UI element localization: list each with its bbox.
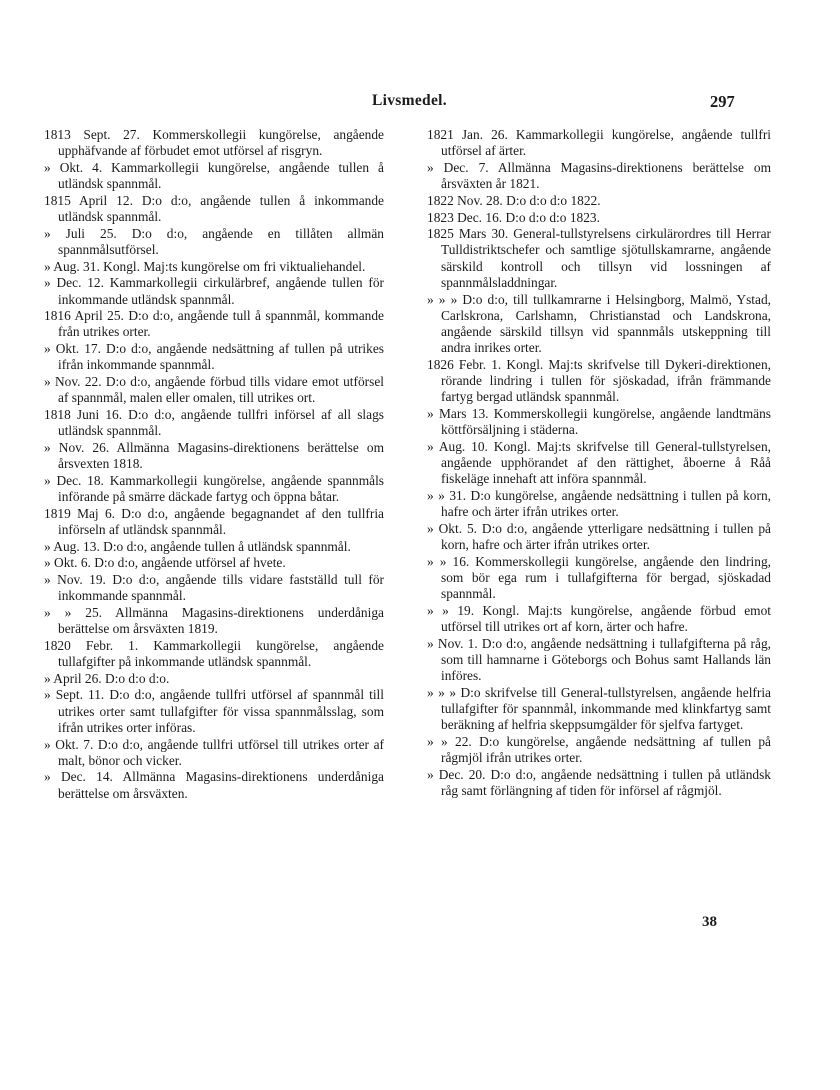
list-item: 1816 April 25. D:o d:o, angående tull å spannmål, kommande från utrikes orter.	[44, 308, 384, 340]
list-item: 1819 Maj 6. D:o d:o, angående begagnandet af den tullfria införseln af utländsk spannmål.	[44, 505, 384, 537]
list-item: » Juli 25. D:o d:o, angående en tillåten allmän spannmålsutförsel.	[44, 225, 384, 257]
list-item: 1826 Febr. 1. Kongl. Maj:ts skrifvelse till Dykeri-direktionen, rörande lindring i tullen för sjöskadad, ifrån främmande fartyg bergad utländsk spannmål.	[427, 356, 771, 405]
list-item: 1815 April 12. D:o d:o, angående tullen å inkommande utländsk spannmål.	[44, 192, 384, 225]
list-item: » Nov. 1. D:o d:o, angående nedsättning i tullafgifterna på råg, som till hamnarne i Göteborgs och Bohus samt Hallands län införes.	[427, 635, 771, 684]
list-item: 1818 Juni 16. D:o d:o, angående tullfri införsel af all slags utländsk spannmål.	[44, 406, 384, 439]
page-number: 297	[710, 92, 735, 111]
list-item: 1821 Jan. 26. Kammarkollegii kungörelse, angående tullfri utförsel af ärter.	[427, 127, 771, 159]
list-item: 1822 Nov. 28. D:o d:o d:o 1822.	[427, 192, 601, 208]
list-item: » Dec. 12. Kammarkollegii cirkulärbref, angående tullen för inkommande utländsk spannmål.	[44, 275, 384, 307]
left-column	[44, 127, 384, 802]
list-item: » Nov. 19. D:o d:o, angående tills vidare fastställd tull för inkommande spannmål.	[44, 571, 384, 604]
list-item: » » 16. Kommerskollegii kungörelse, angående den lindring, som bör ega rum i tullafgifterna för bergad, sjöskadad spannmål.	[427, 553, 771, 602]
list-item: » Nov. 22. D:o d:o, angående förbud tills vidare emot utförsel af spannmål, malen eller omalen, till utrikes ort.	[44, 374, 384, 406]
list-item: » Nov. 26. Allmänna Magasins-direktionens berättelse om årsvexten 1818.	[44, 439, 384, 472]
list-item: » » » D:o skrifvelse till General-tullstyrelsen, angående helfria tullafgifter för spannmål, inkommande med klinkfartyg samt beräkning af helfria skeppsumgälder för sjelfva fartyget.	[427, 684, 771, 733]
list-item: » Aug. 13. D:o d:o, angående tullen å utländsk spannmål.	[44, 538, 351, 554]
page-header	[0, 92, 840, 116]
running-title: Livsmedel.	[372, 92, 447, 109]
list-item: » » 19. Kongl. Maj:ts kungörelse, angående förbud emot utförsel till utrikes ort af korn, ärter och hafre.	[427, 602, 771, 635]
list-item: » Okt. 17. D:o d:o, angående nedsättning af tullen på utrikes ifrån inkommande spannmål.	[44, 341, 384, 373]
list-item: » Aug. 10. Kongl. Maj:ts skrifvelse till General-tullstyrelsen, angående upphörandet af den rättighet, åboerne å Råå fiskeläge innehaft att införa spannmål.	[427, 438, 771, 487]
list-item: » » 22. D:o kungörelse, angående nedsättning af tullen på rågmjöl ifrån utrikes orter.	[427, 734, 771, 766]
list-item: » Dec. 18. Kammarkollegii kungörelse, angående spannmåls införande på smärre däckade fartyg och öppna båtar.	[44, 472, 384, 504]
list-item: » » 31. D:o kungörelse, angående nedsättning i tullen på korn, hafre och ärter ifrån utrikes orter.	[427, 487, 771, 520]
list-item: » Sept. 11. D:o d:o, angående tullfri utförsel af spannmål till utrikes orter samt tullafgifter för vissa spannmålsslag, som ifrån utrikes orter införas.	[44, 687, 384, 735]
list-item: 1825 Mars 30. General-tullstyrelsens cirkulärordres till Herrar Tulldistriktschefer och samtlige sjötullskamrarne, angående särskild kontroll och tillsyn vid lossningen af spannmålsladdningar.	[427, 226, 771, 290]
list-item: » » » D:o d:o, till tullkamrarne i Helsingborg, Malmö, Ystad, Carlskrona, Carlshamn, Christianstad och Landskrona, angående särskild tillsyn vid spannmåls utskeppning till andra inrikes orter.	[427, 291, 771, 356]
list-item: » Okt. 5. D:o d:o, angående ytterligare nedsättning i tullen på korn, hafre och ärter ifrån utrikes orter.	[427, 520, 771, 553]
list-item: » Okt. 4. Kammarkollegii kungörelse, angående tullen å utländsk spannmål.	[44, 159, 384, 192]
list-item: » Dec. 20. D:o d:o, angående nedsättning i tullen på utländsk råg samt förlängning af tiden för införsel af rågmjöl.	[427, 766, 771, 799]
list-item: » Aug. 31. Kongl. Maj:ts kungörelse om fri viktualiehandel.	[44, 258, 366, 274]
list-item: » » 25. Allmänna Magasins-direktionens underdåniga berättelse om årsväxten 1819.	[44, 604, 384, 637]
list-item: » April 26. D:o d:o d:o.	[44, 670, 170, 686]
list-item: » Mars 13. Kommerskollegii kungörelse, angående landtmäns köttförsäljning i städerna.	[427, 405, 771, 438]
list-item: 1820 Febr. 1. Kammarkollegii kungörelse, angående tullafgifter på inkommande utländsk spannmål.	[44, 637, 384, 669]
right-column	[427, 127, 771, 800]
list-item: » Dec. 14. Allmänna Magasins-direktionens underdåniga berättelse om årsväxten.	[44, 769, 384, 801]
list-item: » Okt. 7. D:o d:o, angående tullfri utförsel till utrikes orter af malt, bönor och vicker.	[44, 736, 384, 768]
list-item: » Okt. 6. D:o d:o, angående utförsel af hvete.	[44, 555, 286, 571]
list-item: 1813 Sept. 27. Kommerskollegii kungörelse, angående upphäfvande af förbudet emot utförsel af risgryn.	[44, 127, 384, 159]
signature-mark: 38	[702, 914, 717, 930]
list-item: » Dec. 7. Allmänna Magasins-direktionens berättelse om årsväxten år 1821.	[427, 159, 771, 192]
list-item: 1823 Dec. 16. D:o d:o d:o 1823.	[427, 209, 600, 225]
